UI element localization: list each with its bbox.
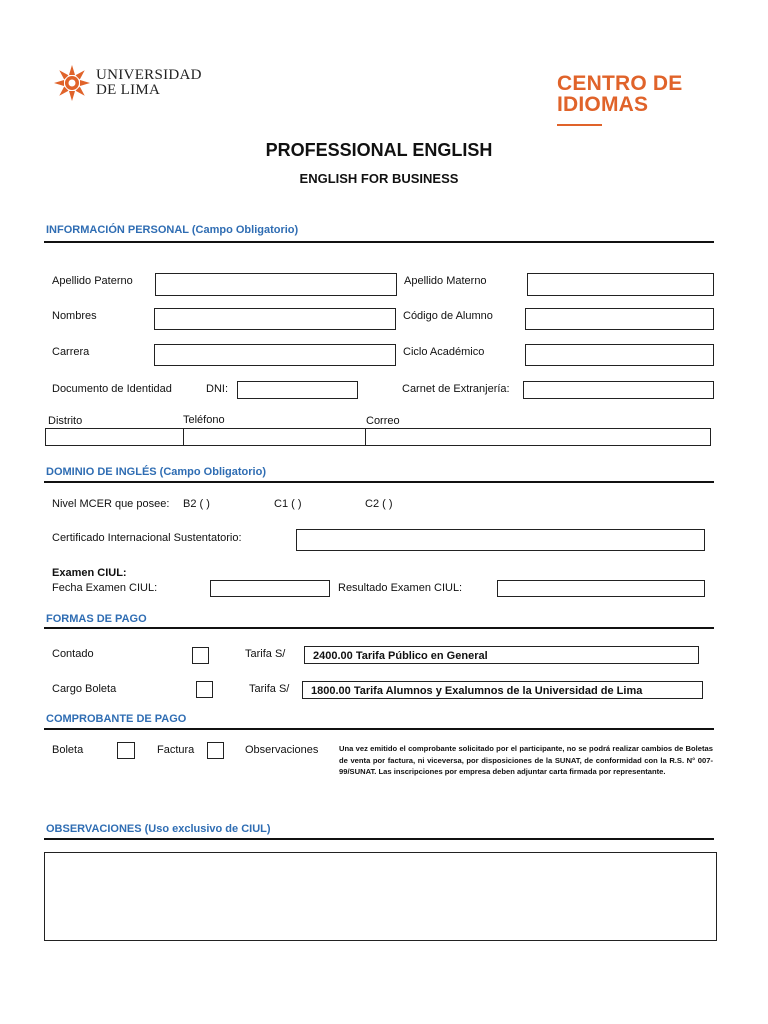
option-b2[interactable]: B2 ( )	[183, 498, 210, 510]
section-divider	[44, 627, 714, 629]
centro-idiomas-logo	[557, 73, 707, 129]
apellido-paterno-field[interactable]	[155, 273, 397, 296]
dni-field[interactable]	[237, 381, 358, 399]
label-contado: Contado	[52, 648, 94, 660]
apellido-materno-field[interactable]	[527, 273, 714, 296]
university-logo	[52, 64, 222, 104]
label-correo: Correo	[366, 415, 400, 427]
label-carnet: Carnet de Extranjería:	[402, 383, 510, 395]
centro-line1: CENTRO DE	[557, 72, 683, 95]
fecha-examen-field[interactable]	[210, 580, 330, 597]
label-observaciones: Observaciones	[245, 744, 319, 756]
distrito-field[interactable]	[45, 428, 184, 446]
page-title: PROFESSIONAL ENGLISH	[265, 140, 493, 160]
cargo-boleta-checkbox[interactable]	[196, 681, 213, 698]
ciclo-field[interactable]	[525, 344, 714, 366]
section-divider	[44, 728, 714, 730]
label-boleta: Boleta	[52, 744, 84, 756]
label-fecha-examen: Fecha Examen CIUL:	[52, 582, 158, 594]
correo-field[interactable]	[365, 428, 711, 446]
certificado-field[interactable]	[296, 529, 705, 551]
carnet-field[interactable]	[523, 381, 714, 399]
page-subtitle: ENGLISH FOR BUSINESS	[299, 171, 459, 186]
section-pago-title: FORMAS DE PAGO	[46, 613, 147, 625]
label-ciclo: Ciclo Académico	[403, 346, 485, 358]
university-name-line2: DE LIMA	[96, 82, 161, 98]
label-nivel-mcer: Nivel MCER que posee:	[52, 498, 170, 510]
section-divider	[44, 241, 714, 243]
centro-line2: IDIOMAS	[557, 93, 649, 116]
label-documento: Documento de Identidad	[52, 383, 172, 395]
telefono-field[interactable]	[183, 428, 366, 446]
label-distrito: Distrito	[48, 415, 83, 427]
section-ingles-title: DOMINIO DE INGLÉS (Campo Obligatorio)	[46, 466, 266, 478]
nombres-field[interactable]	[154, 308, 396, 330]
option-c2[interactable]: C2 ( )	[365, 498, 393, 510]
boleta-checkbox[interactable]	[117, 742, 135, 759]
label-apellido-materno: Apellido Materno	[404, 275, 487, 287]
section-personal-title: INFORMACIÓN PERSONAL (Campo Obligatorio)	[46, 224, 299, 236]
label-apellido-paterno: Apellido Paterno	[52, 275, 133, 287]
observaciones-textarea[interactable]	[44, 852, 717, 941]
centro-underline	[557, 124, 602, 126]
label-certificado: Certificado Internacional Sustentatorio:	[52, 532, 242, 544]
tarifa-publico-field[interactable]	[304, 646, 699, 664]
tarifa-alumnos-field[interactable]	[302, 681, 703, 699]
comprobante-note: Una vez emitido el comprobante solicitado por el participante, no se podrá realizar cambios de Boletas de venta por factura, ni viceversa, por disposiciones de la SUNAT, de conformidad con la R.S. N° 007-99/SUNAT. Las inscripciones por empresa deben adjuntar carta firmada por representante.	[339, 744, 713, 776]
carrera-field[interactable]	[154, 344, 396, 366]
label-carrera: Carrera	[52, 346, 90, 358]
section-divider	[44, 838, 714, 840]
sun-emblem-icon	[52, 64, 92, 102]
label-tarifa-2: Tarifa S/	[249, 683, 290, 695]
contado-checkbox[interactable]	[192, 647, 209, 664]
label-examen-ciul: Examen CIUL:	[52, 567, 127, 579]
codigo-alumno-field[interactable]	[525, 308, 714, 330]
option-c1[interactable]: C1 ( )	[274, 498, 302, 510]
tarifa-publico-value: 2400.00 Tarifa Público en General	[313, 650, 488, 662]
label-codigo-alumno: Código de Alumno	[403, 310, 493, 322]
label-resultado-examen: Resultado Examen CIUL:	[338, 582, 463, 594]
resultado-examen-field[interactable]	[497, 580, 705, 597]
university-name-line1: UNIVERSIDAD	[96, 67, 202, 83]
label-factura: Factura	[157, 744, 195, 756]
label-dni: DNI:	[206, 383, 228, 395]
label-telefono: Teléfono	[183, 414, 225, 426]
section-divider	[44, 481, 714, 483]
label-tarifa-1: Tarifa S/	[245, 648, 286, 660]
section-comprobante-title: COMPROBANTE DE PAGO	[46, 713, 187, 725]
factura-checkbox[interactable]	[207, 742, 224, 759]
tarifa-alumnos-value: 1800.00 Tarifa Alumnos y Exalumnos de la Universidad de Lima	[311, 685, 643, 697]
label-nombres: Nombres	[52, 310, 97, 322]
label-cargo-boleta: Cargo Boleta	[52, 683, 117, 695]
section-observaciones-title: OBSERVACIONES (Uso exclusivo de CIUL)	[46, 823, 271, 835]
